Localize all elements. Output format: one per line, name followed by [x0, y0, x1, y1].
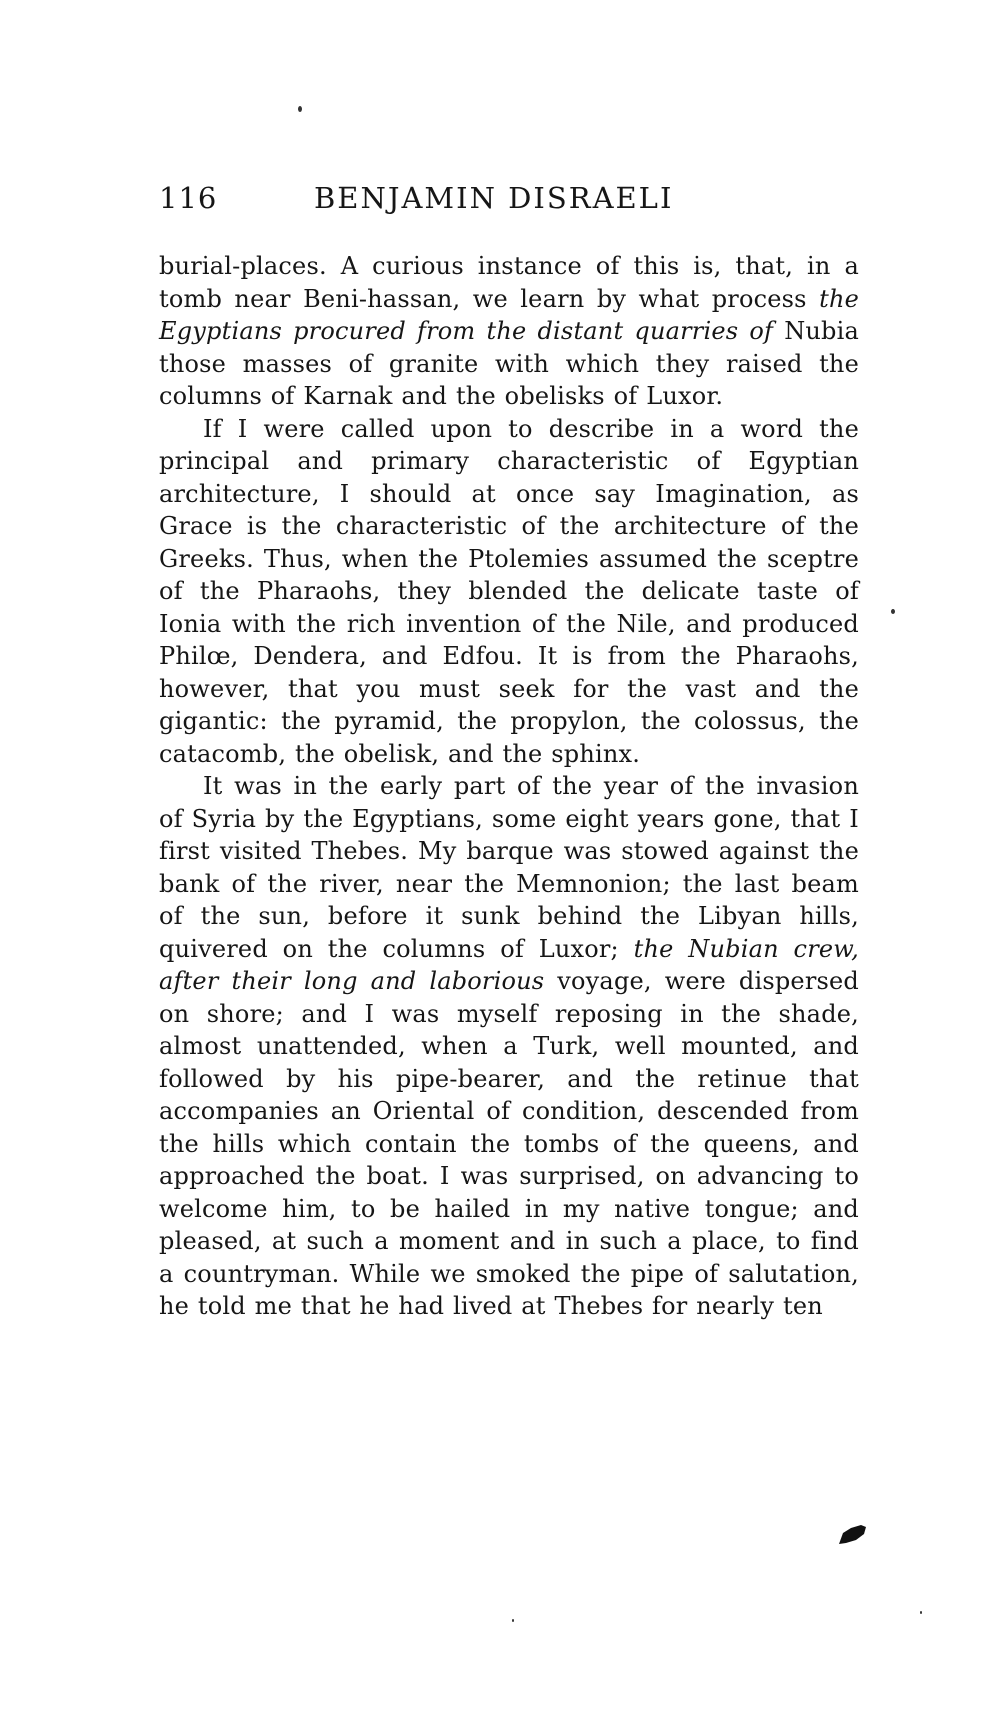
paragraph-1-italic: the Egyptians procured from the distant quarries of — [159, 284, 859, 345]
paragraph-2 — [159, 413, 859, 771]
paragraph-1-after: Nubia those masses of granite with which they raised the columns of Karnak and the obelisks of Luxor. — [159, 317, 859, 410]
running-head: BENJAMIN DISRAELI — [314, 181, 674, 215]
ink-speck — [512, 1619, 514, 1622]
paragraph-1 — [159, 250, 859, 413]
ink-speck — [920, 1611, 922, 1614]
ink-speck — [298, 106, 302, 112]
paragraph-2-text: If I were called upon to describe in a word the principal and primary characteristic of Egyptian architecture, I should at once say Imagination, as Grace is the characteristic of the architecture of the Greeks. Thus, when the Ptolemies assumed the sceptre of the Pharaohs, they blended the delicate taste of Ionia with the rich invention of the Nile, and produced Philœ, Dendera, and Edfou. It is from the Pharaohs, however, that you must seek for the vast and the gigantic: the pyramid, the propylon, the colossus, the catacomb, the obelisk, and the sphinx. — [159, 414, 859, 768]
ink-blot — [837, 1524, 867, 1545]
paragraph-3-text: It was in the early part of the year of the invasion of Syria by the Egyptians, some eight years gone, that I first visited Thebes. My barque was stowed against the bank of the river, near the Memnonion; the last beam of the sun, before it sunk behind the Libyan hills, quivered on the columns of Luxor; — [159, 772, 859, 963]
paragraph-3-after: voyage, were dispersed on shore; and I was myself reposing in the shade, almost unattended, when a Turk, well mounted, and followed by his pipe-bearer, and the retinue that accompanies an Oriental of condition, descended from the hills which contain the tombs of the queens, and approached the boat. I was surprised, on advancing to welcome him, to be hailed in my native tongue; and pleased, at such a moment and in such a place, to find a countryman. While we smoked the pipe of salutation, he told me that he had lived at Thebes for nearly ten — [159, 967, 859, 1320]
page-header — [159, 181, 859, 223]
body-text — [159, 250, 859, 1323]
paragraph-1-text: burial-places. A curious instance of this is, that, in a tomb near Beni-hassan, we learn by what process — [159, 252, 859, 313]
paragraph-3-italic: the Nubian crew, after their long and laborious — [159, 934, 859, 995]
page-number: 116 — [159, 181, 218, 215]
paragraph-3 — [159, 770, 859, 1323]
ink-speck — [891, 609, 895, 614]
